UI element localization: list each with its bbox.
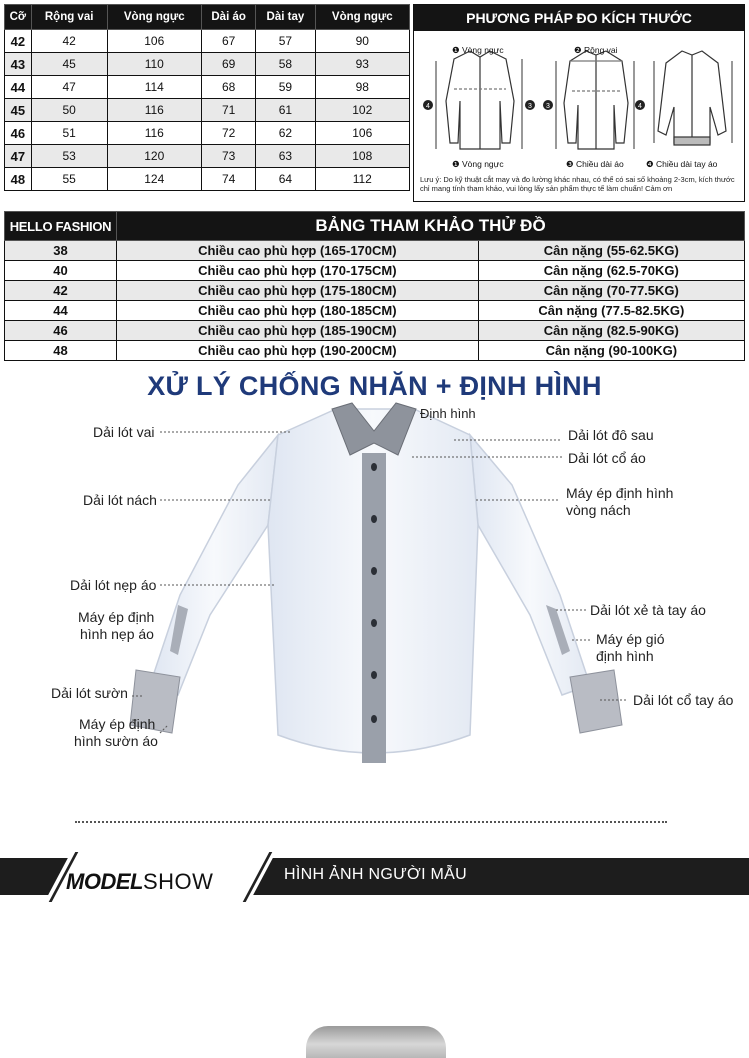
callout-placket-press-2: hình nẹp áo xyxy=(80,626,154,642)
size-cell: 47 xyxy=(5,145,32,168)
height-cell: Chiều cao phù hợp (165-170CM) xyxy=(117,241,479,261)
table-cell: 47 xyxy=(31,76,107,99)
label-chest-bottom: ❶ Vòng ngực xyxy=(452,159,504,169)
callout-side-press-1: Máy ép định xyxy=(79,716,156,732)
table-cell: 114 xyxy=(107,76,201,99)
table-cell: 53 xyxy=(31,145,107,168)
table-row xyxy=(5,53,410,76)
size-cell: 48 xyxy=(5,341,117,361)
table-cell: 71 xyxy=(201,99,255,122)
table-row xyxy=(5,281,745,301)
shirt-outline-icon xyxy=(436,51,522,149)
table-cell: 98 xyxy=(315,76,409,99)
callout-armpit-lining: Dải lót nách xyxy=(83,492,157,508)
table-row xyxy=(5,122,410,145)
measure-note: Lưu ý: Do kỹ thuật cắt may và đo lường khác nhau, có thể có sai số khoảng 2-3cm, kích thước chỉ mang tính tham khảo, vui lòng lấy sản phẩm thực tế làm chuẩn! Cảm ơn xyxy=(420,175,735,193)
callout-armhole-press-1: Máy ép định hình xyxy=(566,485,674,501)
table-cell: 64 xyxy=(256,168,315,191)
table-cell: 93 xyxy=(315,53,409,76)
table-cell: 61 xyxy=(256,99,315,122)
table-cell: 110 xyxy=(107,53,201,76)
table-row xyxy=(5,241,745,261)
table-row xyxy=(5,261,745,281)
table-cell: 116 xyxy=(107,122,201,145)
size-cell: 44 xyxy=(5,76,32,99)
callout-air-press-1: Máy ép gió xyxy=(596,631,665,647)
table-cell: 68 xyxy=(201,76,255,99)
table-cell: 42 xyxy=(31,30,107,53)
table-cell: 59 xyxy=(256,76,315,99)
table-cell: 112 xyxy=(315,168,409,191)
table-cell: 62 xyxy=(256,122,315,145)
table-cell: 51 xyxy=(31,122,107,145)
logo-light-text: SHOW xyxy=(142,869,214,894)
bomber-outline-icon xyxy=(654,51,732,145)
table-cell: 45 xyxy=(31,53,107,76)
table-cell: 67 xyxy=(201,30,255,53)
svg-text:3: 3 xyxy=(546,103,550,110)
dotted-divider xyxy=(75,821,667,823)
weight-cell: Cân nặng (62.5-70KG) xyxy=(478,261,744,281)
table-row xyxy=(5,99,410,122)
size-cell: 38 xyxy=(5,241,117,261)
height-cell: Chiều cao phù hợp (190-200CM) xyxy=(117,341,479,361)
header-size: Cỡ xyxy=(5,5,32,30)
number-3-icon xyxy=(543,100,553,110)
right-sleeve xyxy=(470,435,590,695)
weight-cell: Cân nặng (82.5-90KG) xyxy=(478,321,744,341)
height-cell: Chiều cao phù hợp (180-185CM) xyxy=(117,301,479,321)
chair-photo-top xyxy=(306,1026,446,1058)
label-shoulder: ❷ Rộng vai xyxy=(574,45,618,55)
callout-back-yoke-lining: Dải lót đô sau xyxy=(568,427,654,443)
weight-cell: Cân nặng (77.5-82.5KG) xyxy=(478,301,744,321)
table-cell: 72 xyxy=(201,122,255,145)
table-cell: 106 xyxy=(107,30,201,53)
table-cell: 120 xyxy=(107,145,201,168)
header-chest-2: Vòng ngực xyxy=(315,5,409,30)
label-chest-top: ❶ Vòng ngực xyxy=(452,45,504,55)
measure-title: PHƯƠNG PHÁP ĐO KÍCH THƯỚC xyxy=(414,5,744,31)
table-cell: 50 xyxy=(31,99,107,122)
callout-armhole-press-2: vòng nách xyxy=(566,502,631,518)
size-table-header xyxy=(5,5,410,30)
table-row xyxy=(5,301,745,321)
table-row xyxy=(5,168,410,191)
callout-side-lining: Dải lót sườn xyxy=(51,685,128,701)
height-cell: Chiều cao phù hợp (175-180CM) xyxy=(117,281,479,301)
callout-air-press-2: định hình xyxy=(596,648,654,664)
left-sleeve xyxy=(150,435,278,695)
callout-placket-lining: Dải lót nẹp áo xyxy=(70,577,157,593)
svg-text:4: 4 xyxy=(426,103,430,110)
svg-text:4: 4 xyxy=(638,103,642,110)
table-cell: 124 xyxy=(107,168,201,191)
table-row xyxy=(5,145,410,168)
table-cell: 55 xyxy=(31,168,107,191)
callout-side-press-2: hình sườn áo xyxy=(74,733,158,749)
number-3-icon xyxy=(525,100,535,110)
table-row xyxy=(5,321,745,341)
callout-collar-lining: Dải lót cổ áo xyxy=(568,450,646,466)
callout-collar-shaping: Định hình xyxy=(420,406,476,421)
size-cell: 42 xyxy=(5,30,32,53)
size-cell: 46 xyxy=(5,122,32,145)
table-cell: 69 xyxy=(201,53,255,76)
table-row xyxy=(5,76,410,99)
label-sleeve-length: ❹ Chiều dài tay áo xyxy=(646,159,718,169)
size-cell: 44 xyxy=(5,301,117,321)
callout-cuff-lining: Dải lót cổ tay áo xyxy=(633,692,734,708)
table-cell: 73 xyxy=(201,145,255,168)
table-row xyxy=(5,30,410,53)
weight-cell: Cân nặng (70-77.5KG) xyxy=(478,281,744,301)
fit-reference-table xyxy=(4,211,745,361)
size-cell: 42 xyxy=(5,281,117,301)
label-shirt-length: ❸ Chiều dài áo xyxy=(566,159,624,169)
right-cuff xyxy=(570,670,622,733)
table-cell: 58 xyxy=(256,53,315,76)
header-chest: Vòng ngực xyxy=(107,5,201,30)
table-cell: 63 xyxy=(256,145,315,168)
weight-cell: Cân nặng (55-62.5KG) xyxy=(478,241,744,261)
svg-text:3: 3 xyxy=(528,103,532,110)
logo-bold-text: MODEL xyxy=(66,869,143,894)
table-row xyxy=(5,341,745,361)
brand-label: HELLO FASHION xyxy=(5,212,117,241)
size-cell: 45 xyxy=(5,99,32,122)
callout-placket-press-1: Máy ép định xyxy=(78,609,155,625)
header-length: Dài áo xyxy=(201,5,255,30)
header-sleeve: Dài tay xyxy=(256,5,315,30)
model-show-subtitle: HÌNH ẢNH NGƯỜI MẪU xyxy=(284,866,468,883)
height-cell: Chiều cao phù hợp (185-190CM) xyxy=(117,321,479,341)
height-cell: Chiều cao phù hợp (170-175CM) xyxy=(117,261,479,281)
table-cell: 108 xyxy=(315,145,409,168)
table-cell: 116 xyxy=(107,99,201,122)
callout-shoulder-lining: Dải lót vai xyxy=(93,424,155,440)
header-shoulder: Rộng vai xyxy=(31,5,107,30)
table-cell: 74 xyxy=(201,168,255,191)
ref-table-title: BẢNG THAM KHẢO THỬ ĐỒ xyxy=(117,212,745,241)
table-cell: 106 xyxy=(315,122,409,145)
table-cell: 102 xyxy=(315,99,409,122)
size-cell: 48 xyxy=(5,168,32,191)
model-show-logo xyxy=(66,869,213,895)
weight-cell: Cân nặng (90-100KG) xyxy=(478,341,744,361)
table-cell: 90 xyxy=(315,30,409,53)
jacket-outline-icon xyxy=(556,51,634,149)
size-cell: 46 xyxy=(5,321,117,341)
size-cell: 43 xyxy=(5,53,32,76)
size-cell: 40 xyxy=(5,261,117,281)
callout-sleeve-slit-lining: Dải lót xẻ tà tay áo xyxy=(590,602,706,618)
number-4-icon xyxy=(423,100,433,110)
diagram-headline: XỬ LÝ CHỐNG NHĂN + ĐỊNH HÌNH xyxy=(147,371,602,401)
table-cell: 57 xyxy=(256,30,315,53)
ref-table-header xyxy=(5,212,745,241)
measure-method-panel xyxy=(413,4,745,202)
number-4-icon xyxy=(635,100,645,110)
size-table xyxy=(4,4,410,191)
